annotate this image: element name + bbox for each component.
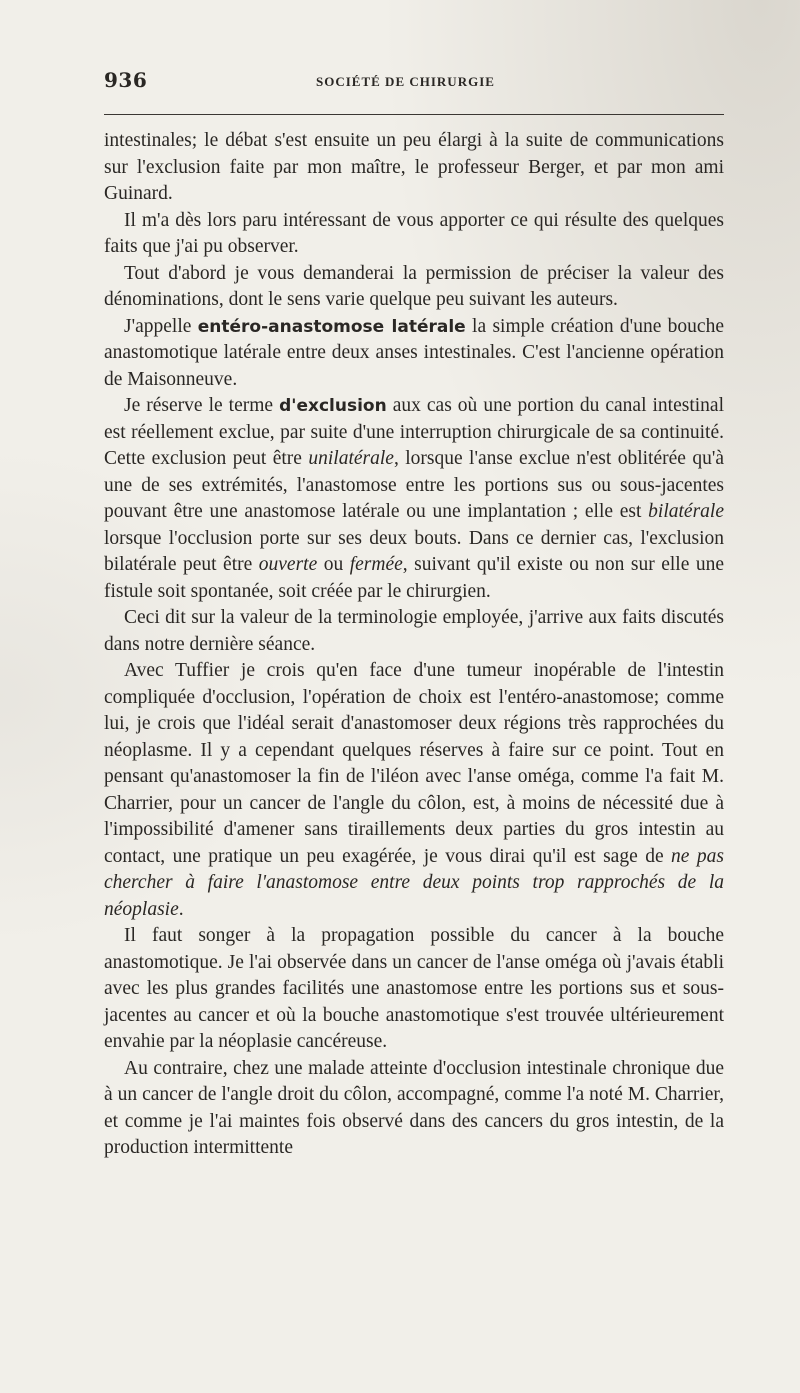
italic-phrase: ne pas chercher à faire l'anastomose entre deux points trop rapprochés de la néoplasie <box>104 845 724 920</box>
text-run: J'appelle <box>124 315 198 337</box>
running-head: SOCIÉTÉ DE CHIRURGIE <box>316 74 495 89</box>
text-run: Je réserve le terme <box>124 395 280 416</box>
text-run: ou <box>317 554 350 575</box>
paragraph-8: Il faut songer à la propagation possible du cancer à la bouche anastomotique. Je l'ai observée dans un cancer de l'anse oméga où j'avais établi avec les plus grandes facilités une anastomose entre les portions sus et sous-jacentes au cancer et où la bouche anastomotique s'est trouvée ultérieurement envahie par la néoplasie cancéreuse. <box>104 925 724 1052</box>
text-run: , suivant qu'il existe ou non sur elle une fistule soit spontanée, soit créée par le chirurgien. <box>104 554 724 602</box>
paragraph-1: intestinales; le débat s'est ensuite un peu élargi à la suite de communications sur l'exclusion faite par mon maître, le professeur Berger, et par mon ami Guinard. <box>104 130 724 204</box>
paragraph-3: Tout d'abord je vous demanderai la permission de préciser la valeur des dénominations, dont le sens varie quelque peu suivant les auteurs. <box>104 262 724 310</box>
text-run: . <box>178 898 184 920</box>
page-header <box>104 68 724 98</box>
italic-term: unilatérale <box>308 448 394 469</box>
header-rule <box>104 114 724 115</box>
paragraph-6: Ceci dit sur la valeur de la terminologie employée, j'arrive aux faits discutés dans notre dernière séance. <box>104 607 724 655</box>
text-run: aux cas où une portion du canal intestinal est réellement exclue, par suite d'une interruption chirurgicale de sa continuité. Cette exclusion peut être <box>104 395 724 469</box>
italic-term: bilatérale <box>648 501 724 522</box>
bold-term: entéro-anastomose latérale <box>197 316 466 337</box>
paragraph-9: Au contraire, chez une malade atteinte d'occlusion intestinale chronique due à un cancer de l'angle droit du côlon, accompagné, comme l'a noté M. Charrier, et comme je l'ai maintes fois observé dans des cancers du gros intestin, de la production intermittente <box>104 1057 724 1158</box>
paragraph-7 <box>104 658 724 923</box>
bold-term: d'exclusion <box>279 396 387 416</box>
body-text <box>104 128 724 1162</box>
page-number: 936 <box>104 68 148 92</box>
text-run: Avec Tuffier je crois qu'en face d'une tumeur inopérable de l'intestin compliquée d'occlusion, l'opération de choix est l'entéro-anastomose; comme lui, je crois que l'idéal serait d'anastomoser deux régions très rapprochées du néoplasme. Il y a cependant quelques réserves à faire sur ce point. Tout en pensant qu'anastomoser la fin de l'iléon avec l'anse oméga, comme l'a fait M. Charrier, pour un cancer de l'angle du côlon, est, à moins de nécessité due à l'impossibilité d'amener sans tiraillements deux parties du gros intestin au contact, une pratique un peu exagérée, je vous dirai qu'il est sage de <box>104 660 724 867</box>
paragraph-5 <box>104 393 724 605</box>
italic-term: fermée <box>349 554 403 575</box>
paragraph-2: Il m'a dès lors paru intéressant de vous apporter ce qui résulte des quelques faits que j'ai pu observer. <box>104 209 724 257</box>
paragraph-4 <box>104 314 724 394</box>
text-run: lorsque l'occlusion porte sur ses deux bouts. Dans ce dernier cas, l'exclusion bilatérale peut être <box>104 527 724 575</box>
text-run: , lorsque l'anse exclue n'est oblitérée qu'à une de ses extrémités, l'anastomose entre les portions sus ou sous-jacentes pouvant être une anastomose latérale ou une implantation ; elle est <box>104 448 724 522</box>
text-run: la simple création d'une bouche anastomotique latérale entre deux anses intestinales. C'est l'ancienne opération de Maisonneuve. <box>104 315 724 390</box>
italic-term: ouverte <box>258 554 318 575</box>
